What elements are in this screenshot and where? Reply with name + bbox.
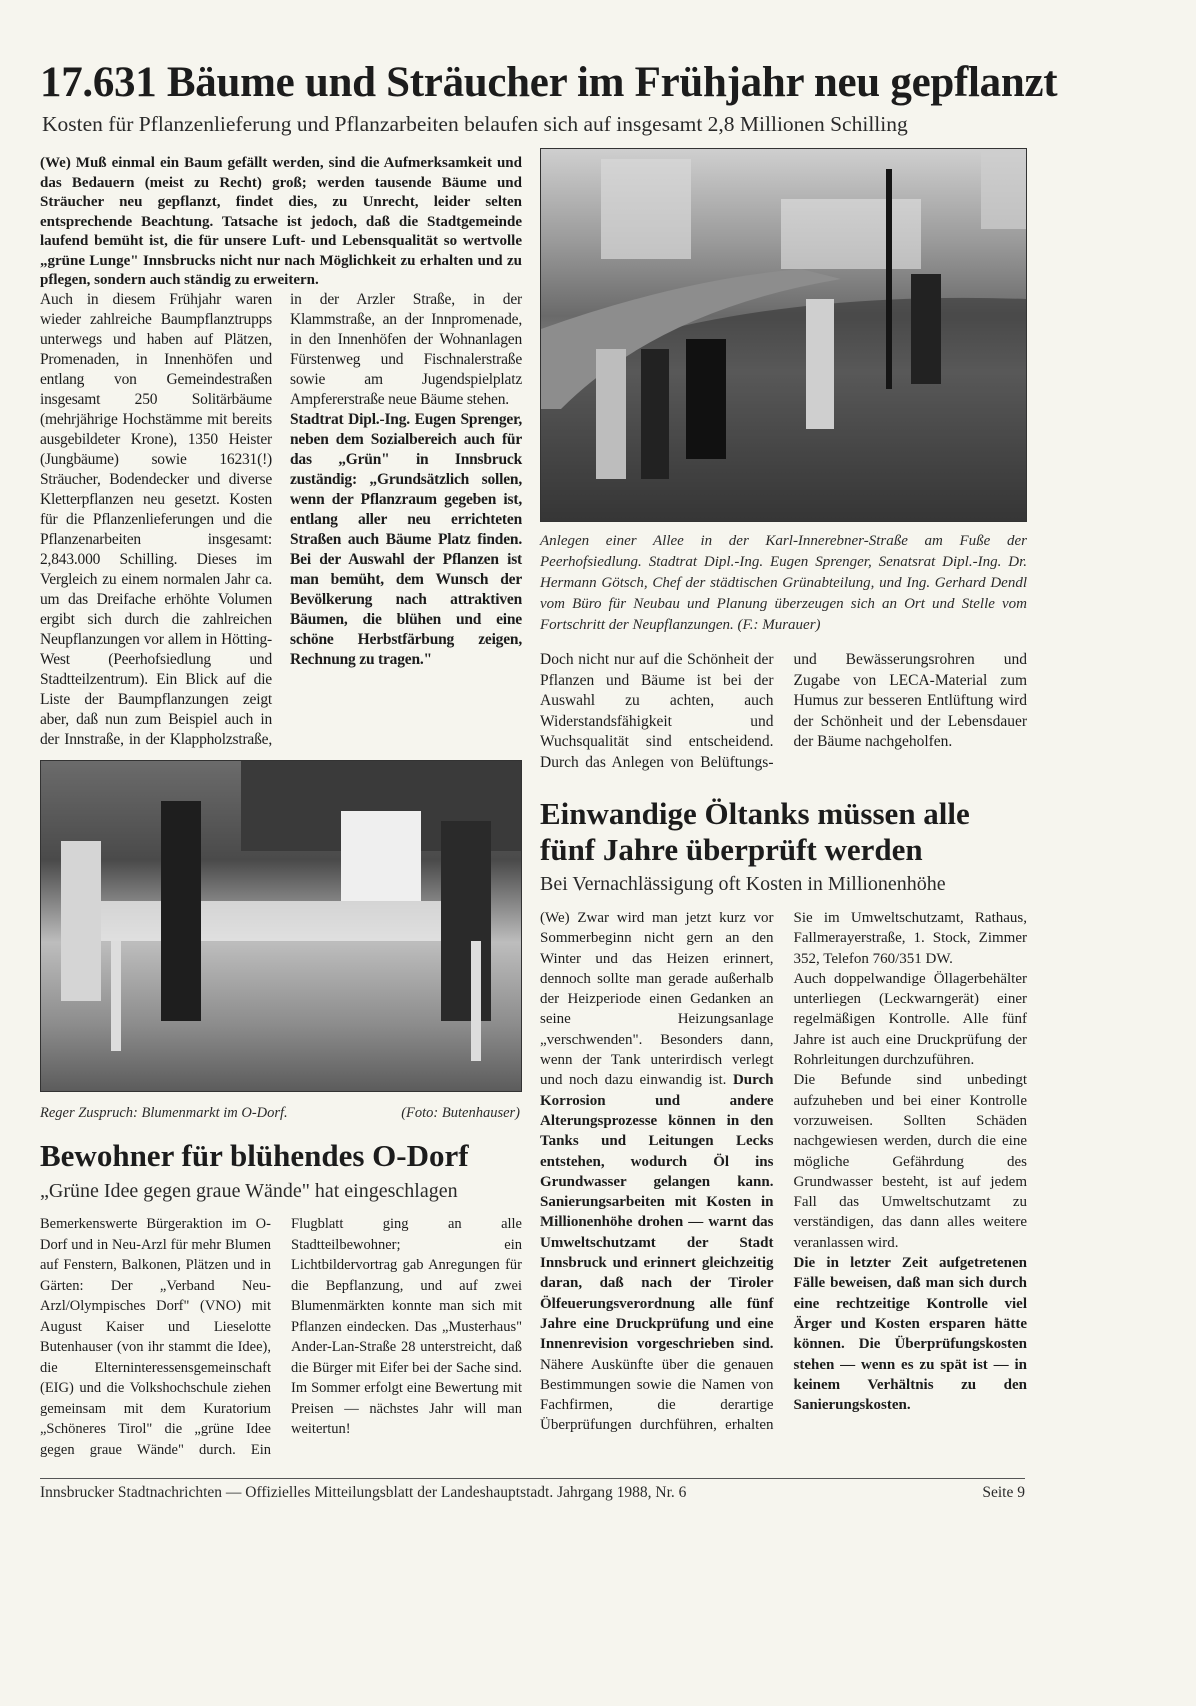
subheadline-trees: Kosten für Pflanzenlieferung und Pflanzarbeiten belaufen sich auf insgesamt 2,8 Millionen Schilling — [42, 112, 908, 136]
subheadline-odorf: „Grüne Idee gegen graue Wände" hat eingeschlagen — [40, 1180, 458, 1202]
photo-caption-market-text: Reger Zuspruch: Blumenmarkt im O-Dorf. — [40, 1105, 288, 1121]
subheadline-oiltanks: Bei Vernachlässigung oft Kosten in Millionenhöhe — [540, 873, 946, 895]
photo-credit-market: (Foto: Butenhauser) — [401, 1105, 520, 1121]
footer-page-number: Seite 9 — [982, 1484, 1025, 1501]
body-oiltanks-findings: Die Befunde sind unbedingt aufzuheben und bei einer Kontrolle vorzuweisen. Sollten Schäden nachgewiesen werden, durch die eine mögliche Gefährdung des Grundwasser besteht, ist auf jedem Fall das Umweltschutzamt zu verständigen, das dann alles weitere veranlassen wird. — [793, 1072, 1027, 1251]
photo-tree-planting — [540, 148, 1027, 522]
body-oiltanks-contact: Nähere Auskünfte über die genauen Bestimmungen sowie die Namen von Fachfirmen, die derartige Überprüfungen durchführen, erhalten Sie im Umweltschutzamt, Rathaus, Fallmerayerstraße, 1. Stock, Zimmer 352, Telefon 760/351 DW. — [540, 910, 1027, 1434]
body-trees-text: Auch in diesem Frühjahr waren wieder zahlreiche Baumpflanztrupps unterwegs und haben auf Plätzen, Promenaden, in Innenhöfen und entlang von Gemeindestraßen insgesamt 250 Solitärbäume (mehrjährige Hochstämme mit bereits ausgebildeter Krone), 1350 Heister (Jungbäume) sowie 16231(!) Sträucher, Bodendecker und diverse Kletterpflanzen neu gesetzt. Kosten für die Pflanzenlieferungen und die Pflanzenarbeiten insgesamt: 2,843.000 Schilling. Dieses im Vergleich zu einem normalen Jahr ca. um das Dreifache erhöhte Volumen ergibt sich durch die zahlreichen Neupflanzungen vor allem in Hötting-West (Peerhofsiedlung und Stadtteilzentrum). Ein Blick auf die Liste der Baumpflanzungen zeigt aber, daß nun zum Beispiel auch in der Innstraße, in der Klappholzstraße, in der Arzler Straße, in der Klammstraße, an der Innpromenade, in den Innenhöfen der Wohnanlagen Fürstenweg und Fischnalerstraße sowie am Jugendspielplatz Ampfererstraße neue Bäume stehen. — [40, 291, 522, 748]
headline-oiltanks: Einwandige Öltanks müssen alle fünf Jahre überprüft werden — [540, 796, 970, 867]
body-oiltanks-intro: (We) Zwar wird man jetzt kurz vor Sommerbeginn nicht gern an den Winter und das Heizen erinnert, dennoch sollte man gerade außerhalb der Heizperiode einen Gedanken an seine Heizungsanlage „verschwenden". Besonders dann, wenn der Tank unterirdisch verlegt und noch dazu einwandig ist. — [540, 910, 774, 1089]
body-trees — [40, 290, 522, 758]
body-trees-continued-text: Doch nicht nur auf die Schönheit der Pflanzen und Bäume ist bei der Auswahl zu achten, auch Widerstandsfähigkeit und Wuchsqualität sind entscheidend. Durch das Anlegen von Belüftungs- und Bewässerungsrohren und Zugabe von LECA-Material zum Humus zur besseren Entlüftung wird der Schönheit und der Lebensdauer der Bäume nachgeholfen. — [540, 651, 1027, 771]
body-oiltanks-conclusion: Die in letzter Zeit aufgetretenen Fälle beweisen, daß man sich durch eine rechtzeitige Kontrolle viel Ärger und Kosten ersparen hätte können. Die Überprüfungskosten stehen — wenn es zu spät ist — in keinem Verhältnis zu den Sanierungskosten. — [793, 1255, 1027, 1414]
body-trees-continued — [540, 650, 1027, 775]
body-trees-quote: Stadtrat Dipl.-Ing. Eugen Sprenger, neben dem Sozialbereich auch für das „Grün" in Innsbruck zuständig: „Grundsätzlich sollen, wenn der Pflanzraum gegeben ist, entlang aller neu errichteten Straßen auch Bäume Platz finden. Bei der Auswahl der Pflanzen ist man bemüht, dem Wunsch der Bevölkerung nach attraktiven Bäumen, die blühen und eine schöne Herbstfärbung zeigen, Rechnung zu tragen." — [290, 411, 522, 668]
photo-caption-market — [40, 1103, 520, 1124]
photo-flower-market — [40, 760, 522, 1092]
body-odorf — [40, 1214, 522, 1464]
headline-odorf: Bewohner für blühendes O-Dorf — [40, 1138, 469, 1173]
body-oiltanks-double-wall: Auch doppelwandige Öllagerbehälter unterliegen (Leckwarngerät) einer regelmäßigen Kontrolle. Alle fünf Jahre ist auch eine Druckprüfung der Rohrleitungen durchzuführen. — [793, 970, 1027, 1069]
page-footer — [40, 1484, 1025, 1502]
headline-trees: 17.631 Bäume und Sträucher im Frühjahr neu gepflanzt — [40, 59, 1058, 106]
photo-caption-trees: Anlegen einer Allee in der Karl-Innerebner-Straße am Fuße der Peerhofsiedlung. Stadtrat Dipl.-Ing. Eugen Sprenger, Senatsrat Dipl.-Ing. Dr. Hermann Götsch, Chef der städtischen Grünabteilung, und Ing. Gerhard Dendl vom Büro für Neubau und Planung überzeugen sich an Ort und Stelle vom Fortschritt der Neupflanzungen. (F.: Murauer) — [540, 533, 1027, 633]
photo-tree-planting-scene — [541, 149, 1026, 521]
body-odorf-text: Bemerkenswerte Bürgeraktion im O-Dorf und in Neu-Arzl für mehr Blumen auf Fenstern, Balkonen, Plätzen und in Gärten: Der „Verband Neu-Arzl/Olympisches Dorf" (VNO) mit August Kaiser und Lieselotte Butenhauser (von ihr stammt die Idee), die Elterninteressensgemeinschaft (EIG) und die Volkshochschule ziehen gemeinsam mit dem Kuratorium „Schöneres Tirol" die „grüne Idee gegen graue Wände" durch. Ein Flugblatt ging an alle Stadtteilbewohner; ein Lichtbildervortrag gab Anregungen für die Bepflanzung, und auf zwei Blumenmärkten konnte man sich mit Pflanzen eindecken. Das „Musterhaus" Ander-Lan-Straße 28 unterstreicht, daß die Bürger mit Eifer bei der Sache sind. Im Sommer erfolgt eine Bewertung mit Preisen — nächstes Jahr will man weitertun! — [40, 1216, 522, 1458]
footer-divider — [40, 1478, 1025, 1479]
photo-flower-market-scene — [41, 761, 521, 1091]
body-oiltanks-warning: Durch Korrosion und andere Alterungsprozesse können in den Tanks und Leitungen Lecks entstehen, wodurch Öl ins Grundwasser gelangen kann. Sanierungsarbeiten mit Kosten in Millionenhöhe drohen — warnt das Umweltschutzamt der Stadt Innsbruck und erinnert gleichzeitig daran, daß nach der Tiroler Ölfeuerungsverordnung alle fünf Jahre eine Druckprüfung und eine Innenrevision vorgeschrieben sind. — [540, 1072, 774, 1353]
footer-publication: Innsbrucker Stadtnachrichten — Offizielles Mitteilungsblatt der Landeshauptstadt. Jahrgang 1988, Nr. 6 — [40, 1484, 687, 1501]
body-oiltanks — [540, 908, 1027, 1468]
lead-paragraph-trees: (We) Muß einmal ein Baum gefällt werden, sind die Aufmerksamkeit und das Bedauern (meist zu Recht) groß; werden tausende Bäume und Sträucher neu gepflanzt, findet dies, zu Unrecht, leider selten entsprechende Beachtung. Tatsache ist jedoch, daß die Stadtgemeinde laufend bemüht ist, die für unsere Luft- und Lebensqualität so wertvolle „grüne Lunge" Innsbrucks nicht nur nach Möglichkeit zu erhalten und zu pflegen, sondern auch ständig zu erweitern. — [40, 155, 522, 288]
